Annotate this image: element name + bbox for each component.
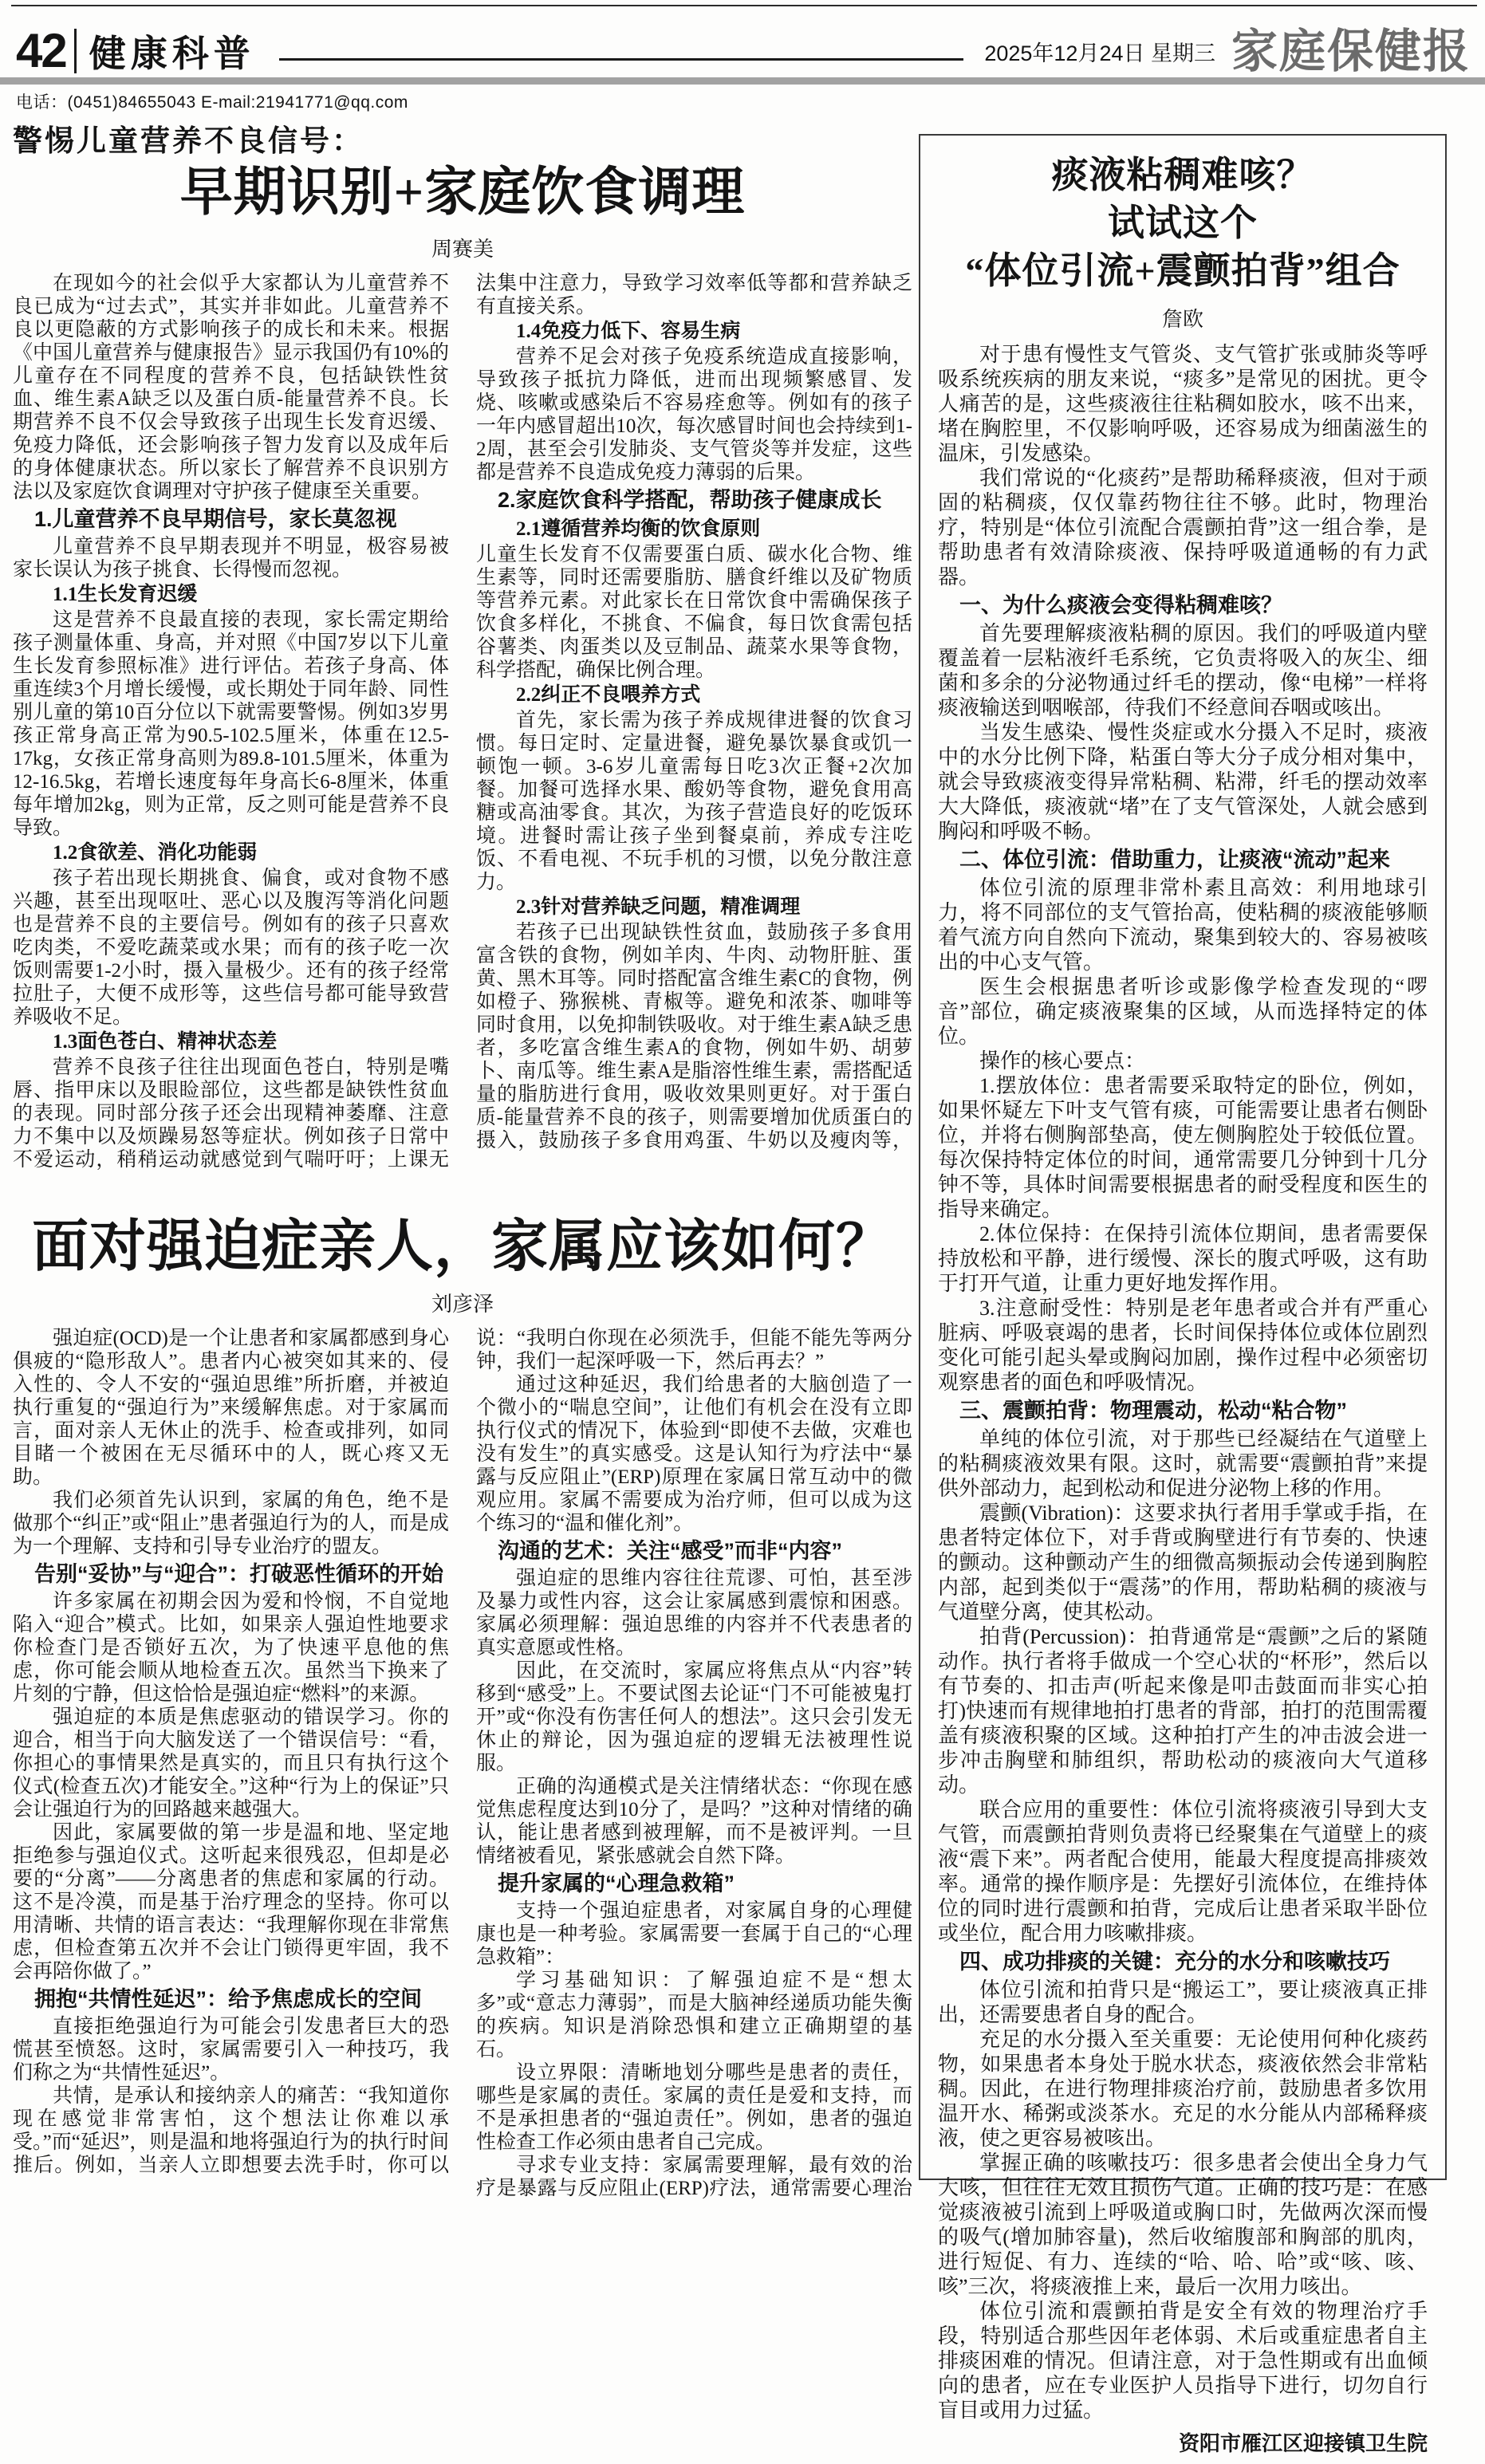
- article-paragraph: 孩子若出现长期挑食、偏食，或对食物不感兴趣，甚至出现呕吐、恶心以及腹泻等消化问题也是营养不良的主要信号。例如有的孩子只喜欢吃肉类，不爱吃蔬菜或水果；而有的孩子吃一次饭则需要1-2小时，摄入量极少。还有的孩子经常拉肚子，大便不成形等，这些信号都可能导致营养吸收不足。: [13, 867, 449, 1028]
- article2-body: [13, 1327, 912, 2222]
- article-paragraph: 我们必须首先认识到，家属的角色，绝不是做那个“纠正”或“阻止”患者强迫行为的人，而是成为一个理解、支持和引导专业治疗的盟友。: [13, 1489, 449, 1557]
- article-subhead: 提升家属的“心理急救箱”: [498, 1871, 735, 1895]
- article-paragraph: 当发生感染、慢性炎症或水分摄入不足时，痰液中的水分比例下降，粘蛋白等大分子成分相对集中，就会导致痰液变得异常粘稠、粘滞，纤毛的摆动效率大大降低，痰液就“堵”在了支气管深处，人就会感到胸闷和呼吸不畅。: [938, 721, 1428, 843]
- article-paragraph: 儿童生长发育不仅需要蛋白质、碳水化合物、维生素等，同时还需要脂肪、膳食纤维以及矿物质等营养元素。对此家长在日常饮食中需确保孩子饮食多样化，不挑食、不偏食，每日饮食需包括谷薯类、肉蛋类以及豆制品、蔬菜水果等食物，科学搭配，确保比例合理。: [476, 543, 912, 681]
- article-subhead: 1.1生长发育迟缓: [53, 583, 198, 605]
- article-paragraph: 充足的水分摄入至关重要：无论使用何种化痰药物，如果患者本身处于脱水状态，痰液依然会非常粘稠。因此，在进行物理排痰治疗前，鼓励患者多饮用温开水、稀粥或淡茶水。充足的水分能从内部稀释痰液，使之更容易被咳出。: [938, 2028, 1428, 2150]
- article-subhead: 二、体位引流：借助重力，让痰液“流动”起来: [959, 848, 1390, 872]
- article3-title-line2: 试试这个: [1108, 203, 1258, 243]
- left-column-region: [13, 116, 912, 2222]
- article-paragraph: 在现如今的社会似乎大家都认为儿童营养不良已成为“过去式”，其实并非如此。儿童营养不良以更隐蔽的方式影响孩子的成长和未来。根据《中国儿童营养与健康报告》显示我国仍有10%的儿童存在不同程度的营养不良，包括缺铁性贫血、维生素A缺乏以及蛋白质-能量营养不良。长期营养不良不仅会导致孩子出现生长发育迟缓、免疫力降低，还会影响孩子智力发育以及成年后的身体健康状态。所以家长了解营养不良识别方法以及家庭饮食调理对守护孩子健康至关重要。: [13, 272, 449, 502]
- article-nutrition: [13, 116, 912, 1195]
- article-paragraph: 许多家属在初期会因为爱和怜悯，不自觉地陷入“迎合”模式。比如，如果亲人强迫性地要求你检查门是否锁好五次，为了快速平息他的焦虑，你可能会顺从地检查五次。虽然当下换来了片刻的宁静，但这恰恰是强迫症“燃料”的来源。: [13, 1590, 449, 1705]
- article-subhead: 告别“妥协”与“迎合”：打破恶性循环的开始: [34, 1561, 443, 1586]
- article-paragraph: 学习基础知识：了解强迫症不是“想太多”或“意志力薄弱”，而是大脑神经递质功能失衡的疾病。知识是消除恐惧和建立正确期望的基石。: [476, 1969, 912, 2061]
- article-subhead: 一、为什么痰液会变得粘稠难咳？: [959, 593, 1282, 617]
- article-subhead: 1.4免疫力低下、容易生病: [516, 320, 741, 342]
- article3-title: [938, 152, 1428, 295]
- article-paragraph: 支持一个强迫症患者，对家属自身的心理健康也是一种考验。家属需要一套属于自己的“心理急救箱”：: [476, 1899, 912, 1968]
- article-signature: 资阳市雁江区迎接镇卫生院: [1178, 2431, 1428, 2455]
- article-subhead: 1.3面色苍白、精神状态差: [53, 1030, 278, 1053]
- page-top-rule: [11, 5, 1477, 6]
- article-paragraph: 医生会根据患者听诊或影像学检查发现的“啰音”部位，确定痰液聚集的区域，从而选择特定的体位。: [938, 975, 1428, 1048]
- article-ocd-family: [13, 1216, 912, 2222]
- article-subhead: 沟通的艺术：关注“感受”而非“内容”: [498, 1538, 842, 1563]
- article1-kicker: 警惕儿童营养不良信号：: [13, 124, 364, 157]
- article1-author: 周赛美: [431, 237, 494, 261]
- article-subhead: 拥抱“共情性延迟”：给予焦虑成长的空间: [34, 1986, 422, 2011]
- article-paragraph: 儿童营养不良早期表现并不明显，极容易被家长误认为孩子挑食、长得慢而忽视。: [13, 535, 449, 581]
- article-subhead: 2.3针对营养缺乏问题，精准调理: [516, 895, 801, 918]
- article-paragraph: 若孩子已出现缺铁性贫血，鼓励孩子多食用富含铁的食物，例如羊肉、牛肉、动物肝脏、蛋黄、黑木耳等。同时搭配富含维生素C的食物，例如橙子、猕猴桃、青椒等。避免和浓茶、咖啡等同时食用，以免抑制铁吸收。对于维生素A缺乏患者，多吃富含维生素A的食物，例如牛奶、胡萝卜、南瓜等。维生素A是脂溶性维生素，需搭配适量的脂肪进行食用，吸收效果则更好。对于蛋白质-能量营养不良的孩子，则需要增加优质蛋白的摄入，鼓励孩子多食用鸡蛋、牛奶以及瘦肉等，: [476, 921, 912, 1151]
- article-subhead: 2.家庭饮食科学搭配，帮助孩子健康成长: [498, 487, 882, 512]
- article2-title: 面对强迫症亲人，家属应该如何？: [31, 1215, 893, 1278]
- article-paragraph: 1.摆放体位：患者需要采取特定的卧位，例如，如果怀疑左下叶支气管有痰，可能需要让患者右侧卧位，并将右侧胸部垫高，使左侧胸腔处于较低位置。每次保持特定体位的时间，通常需要几分钟到十几分钟不等，具体时间需要根据患者的耐受程度和医生的指导来确定。: [938, 1074, 1428, 1221]
- article-paragraph: 震颤(Vibration)：这要求执行者用手掌或手指，在患者特定体位下，对手背或胸壁进行有节奏的、快速的颤动。这种颤动产生的细微高频振动会传递到胸腔内部，起到类似于“震荡”的作用，帮助粘稠的痰液与气道壁分离，使其松动。: [938, 1502, 1428, 1624]
- article-paragraph: 3.注意耐受性：特别是老年患者或合并有严重心脏病、呼吸衰竭的患者，长时间保持体位或体位剧烈变化可能引起头晕或胸闷加剧，操作过程中必须密切观察患者的面色和呼吸情况。: [938, 1297, 1428, 1394]
- article-paragraph: 体位引流的原理非常朴素且高效：利用地球引力，将不同部位的支气管抬高，使粘稠的痰液能够顺着气流方向自然向下流动，聚集到较大的、容易被咳出的中心支气管。: [938, 876, 1428, 974]
- article-paragraph: 强迫症的思维内容往往荒谬、可怕，甚至涉及暴力或性内容，这会让家属感到震惊和困惑。家属必须理解：强迫思维的内容并不代表患者的真实意愿或性格。: [476, 1567, 912, 1659]
- article-subhead: 1.儿童营养不良早期信号，家长莫忽视: [34, 506, 397, 531]
- newspaper-name: 家庭保健报: [1231, 26, 1471, 77]
- page-number: 42: [16, 24, 66, 77]
- article-paragraph: 寻求专业支持：家属需要理解，最有效的治疗是暴露与反应阻止(ERP)疗法，通常需要心理治: [476, 2154, 912, 2199]
- article-subhead: 2.2纠正不良喂养方式: [516, 683, 701, 706]
- article-paragraph: 营养不良孩子往往出现面色苍白，特别是嘴唇、指甲床以及眼睑部位，这些都是缺铁性贫血的表现。同时部分孩子还会出现精神萎靡、注意力不集中以及烦躁易怒等症状。例如孩子日常中不爱运动，稍稍运动就感觉到气喘吁吁；上课无法集中注意力，导致学习效率低等都和营养缺乏有直接关系。: [13, 272, 912, 1171]
- article3-title-line1: 痰液粘稠难咳？: [1051, 155, 1314, 195]
- article1-title: 早期识别+家庭饮食调理: [179, 163, 746, 222]
- article-paragraph: 正确的沟通模式是关注情绪状态：“你现在感觉焦虑程度达到10分了，是吗？”这种对情绪的确认，能让患者感到被理解，而不是被评判。一旦情绪被看见，紧张感就会自然下降。: [476, 1775, 912, 1867]
- article-paragraph: 直接拒绝强迫行为可能会引发患者巨大的恐慌甚至愤怒。这时，家属需要引入一种技巧，我们称之为“共情性延迟”。: [13, 2015, 449, 2084]
- article3-body: [938, 342, 1428, 2464]
- article-paragraph: 因此，家属要做的第一步是温和地、坚定地拒绝参与强迫仪式。这听起来很残忍，但却是必要的“分离”——分离患者的焦虑和家属的行动。这不是冷漠，而是基于治疗理念的坚持。你可以用清晰、共情的语言表达：“我理解你现在非常焦虑，但检查第五次并不会让门锁得更牢固，我不会再陪你做了。”: [13, 1821, 449, 1982]
- article-paragraph: 营养不足会对孩子免疫系统造成直接影响，导致孩子抵抗力降低，进而出现频繁感冒、发烧、咳嗽或感染后不容易痊愈等。例如有的孩子一年内感冒超出10次，每次感冒时间也会持续到1-2周，甚至会引发肺炎、支气管炎等并发症，这些都是营养不良造成免疫力薄弱的后果。: [476, 345, 912, 483]
- article-paragraph: 共情，是承认和接纳亲人的痛苦：“我知道你现在感觉非常害怕，这个想法让你难以承受。”而“延迟”，则是温和地将强迫行为的执行时间推后。例如，当亲人立即想要去洗手时，你可以说：“我明白你现在必须洗手，但能不能先等两分钟，我们一起深呼吸一下，然后再去？”: [13, 1327, 912, 2176]
- header-gray-rule: [0, 77, 1485, 85]
- article2-author: 刘彦泽: [431, 1292, 494, 1316]
- article-paragraph: 强迫症(OCD)是一个让患者和家属都感到身心俱疲的“隐形敌人”。患者内心被突如其来的、侵入性的、令人不安的“强迫思维”所折磨，并被迫执行重复的“强迫行为”来缓解焦虑。对于家属而言，面对亲人无休止的洗手、检查或排列，如同目睹一个被困在无尽循环中的人，既心疼又无助。: [13, 1327, 449, 1488]
- edition-date: 2025年12月24日 星期三: [984, 41, 1215, 65]
- article-paragraph: 拍背(Percussion)：拍背通常是“震颤”之后的紧随动作。执行者将手做成一个空心状的“杯形”，然后以有节奏的、扣击声(听起来像是叩击鼓面而非实心拍打)快速而有规律地拍打患者的背部，拍打的范围需覆盖有痰液积聚的区域。这种拍打产生的冲击波会进一步冲击胸壁和肺组织，帮助松动的痰液向大气道移动。: [938, 1625, 1428, 1797]
- article-paragraph: 强迫症的本质是焦虑驱动的错误学习。你的迎合，相当于向大脑发送了一个错误信号：“看，你担心的事情果然是真实的，而且只有执行这个仪式(检查五次)才能安全。”这种“行为上的保证”只会让强迫行为的回路越来越强大。: [13, 1706, 449, 1820]
- article-paragraph: 首先要理解痰液粘稠的原因。我们的呼吸道内壁覆盖着一层粘液纤毛系统，它负责将吸入的灰尘、细菌和多余的分泌物通过纤毛的摆动，像“电梯”一样将痰液输送到咽喉部，待我们不经意间吞咽或咳出。: [938, 622, 1428, 719]
- masthead: [16, 11, 1471, 75]
- article-subhead: 四、成功排痰的关键：充分的水分和咳嗽技巧: [959, 1950, 1390, 1974]
- article-paragraph: 掌握正确的咳嗽技巧：很多患者会使出全身力气大咳，但往往无效且损伤气道。正确的技巧是：在感觉痰液被引流到上呼吸道或胸口时，先做两次深而慢的吸气(增加肺容量)，然后收缩腹部和胸部的肌肉，进行短促、有力、连续的“哈、哈、哈”或“咳、咳、咳”三次，将痰液推上来，最后一次用力咳出。: [938, 2151, 1428, 2298]
- article-subhead: 2.1遵循营养均衡的饮食原则: [516, 518, 761, 540]
- article-phlegm-box: [919, 134, 1447, 2455]
- article1-body: [13, 272, 912, 1195]
- article-subhead: 三、震颤拍背：物理震动，松动“粘合物”: [959, 1399, 1347, 1423]
- masthead-divider: [74, 29, 77, 73]
- article-paragraph: 体位引流和震颤拍背是安全有效的物理治疗手段，特别适合那些因年老体弱、术后或重症患者自主排痰困难的情况。但请注意，对于急性期或有出血倾向的患者，应在专业医护人员指导下进行，切勿自行盲目或用力过猛。: [938, 2300, 1428, 2422]
- article-paragraph: 这是营养不良最直接的表现，家长需定期给孩子测量体重、身高，并对照《中国7岁以下儿童生长发育参照标准》进行评估。若孩子身高、体重连续3个月增长缓慢，或长期处于同年龄、同性别儿童的第10百分位以下就需要警惕。例如3岁男孩正常身高正常为90.5-102.5厘米，体重在12.5-17kg，女孩正常身高则为89.8-101.5厘米，体重为12-16.5kg，若增长速度每年身高长6-8厘米，体重每年增加2kg，则为正常，反之则可能是营养不良导致。: [13, 608, 449, 839]
- article-paragraph: 操作的核心要点：: [979, 1049, 1146, 1073]
- article-paragraph: 我们常说的“化痰药”是帮助稀释痰液，但对于顽固的粘稠痰，仅仅靠药物往往不够。此时，物理治疗，特别是“体位引流配合震颤拍背”这一组合拳，是帮助患者有效清除痰液、保持呼吸道通畅的有力武器。: [938, 466, 1428, 588]
- article-paragraph: 单纯的体位引流，对于那些已经凝结在气道壁上的粘稠痰液效果有限。这时，就需要“震颤拍背”来提供外部动力，起到松动和促进分泌物上移的作用。: [938, 1427, 1428, 1500]
- article3-author: 詹欧: [1161, 308, 1203, 331]
- section-title: 健康科普: [89, 33, 255, 74]
- masthead-rule: [279, 58, 964, 61]
- article-paragraph: 联合应用的重要性：体位引流将痰液引导到大支气管，而震颤拍背则负责将已经聚集在气道壁上的痰液“震下来”。两者配合使用，能最大程度提高排痰效率。通常的操作顺序是：先摆好引流体位，在维持体位的同时进行震颤和拍背，完成后让患者采取半卧位或坐位，配合用力咳嗽排痰。: [938, 1798, 1428, 1945]
- article-paragraph: 设立界限：清晰地划分哪些是患者的责任，哪些是家属的责任。家属的责任是爱和支持，而不是承担患者的“强迫责任”。例如，患者的强迫性检查工作必须由患者自己完成。: [476, 2061, 912, 2153]
- article-subhead: 1.2食欲差、消化功能弱: [53, 841, 258, 864]
- article-paragraph: 通过这种延迟，我们给患者的大脑创造了一个微小的“喘息空间”，让他们有机会在没有立即执行仪式的情况下，体验到“即使不去做，灾难也没有发生”的真实感受。这是认知行为疗法中“暴露与反应阻止”(ERP)原理在家属日常互动中的微观应用。家属不需要成为治疗师，但可以成为这个练习的“温和催化剂”。: [476, 1373, 912, 1534]
- contact-line: 电话：(0451)84655043 E-mail:21941771@qq.com: [16, 93, 408, 112]
- article-paragraph: 因此，在交流时，家属应将焦点从“内容”转移到“感受”上。不要试图去论证“门不可能被鬼打开”或“你没有伤害任何人的想法”。这只会引发无休止的辩论，因为强迫症的逻辑无法被理性说服。: [476, 1659, 912, 1774]
- article-paragraph: 体位引流和拍背只是“搬运工”，要让痰液真正排出，还需要患者自身的配合。: [938, 1978, 1428, 2026]
- article-paragraph: 2.体位保持：在保持引流体位期间，患者需要保持放松和平静，进行缓慢、深长的腹式呼吸，这有助于打开气道，让重力更好地发挥作用。: [938, 1222, 1428, 1295]
- article3-title-line3: “体位引流+震颤拍背”组合: [965, 250, 1400, 291]
- article-paragraph: 首先，家长需为孩子养成规律进餐的饮食习惯。每日定时、定量进餐，避免暴饮暴食或饥一顿饱一顿。3-6岁儿童需每日吃3次正餐+2次加餐。加餐可选择水果、酸奶等食物，避免食用高糖或高油零食。其次，为孩子营造良好的吃饭环境。进餐时需让孩子坐到餐桌前，养成专注吃饭、不看电视、不玩手机的习惯，以免分散注意力。: [476, 709, 912, 893]
- article-paragraph: 对于患有慢性支气管炎、支气管扩张或肺炎等呼吸系统疾病的朋友来说，“痰多”是常见的困扰。更令人痛苦的是，这些痰液往往粘稠如胶水，咳不出来，堵在胸腔里，不仅影响呼吸，还容易成为细菌滋生的温床，引发感染。: [938, 343, 1428, 465]
